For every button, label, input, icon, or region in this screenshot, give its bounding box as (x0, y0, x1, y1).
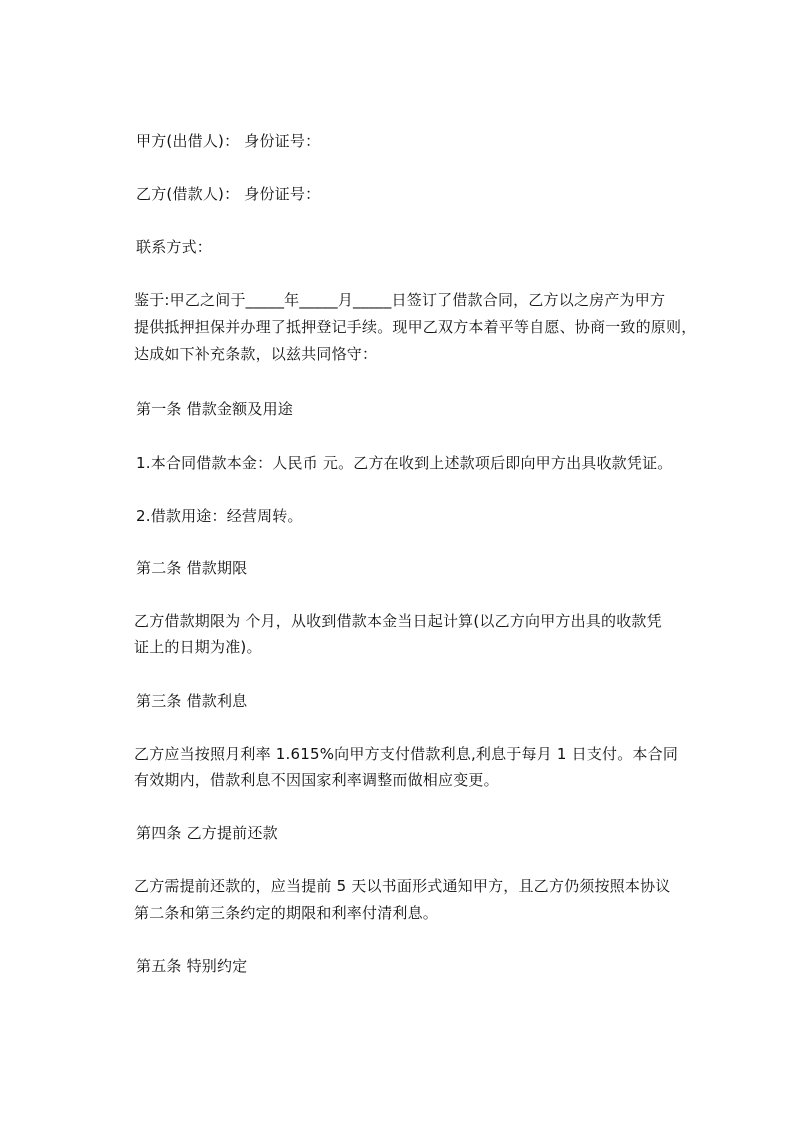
party-b-line: 乙方(借款人)： 身份证号： (136, 185, 321, 203)
article-1-title: 第一条 借款金额及用途 (136, 400, 293, 418)
article-3-text-line-2: 有效期内，借款利息不因国家利率调整而做相应变更。 (134, 771, 499, 789)
article-1-clause-2: 2.借款用途：经营周转。 (136, 507, 303, 525)
party-a-line: 甲方(出借人)： 身份证号： (136, 132, 321, 150)
contact-line: 联系方式： (136, 238, 213, 256)
article-1-clause-1: 1.本合同借款本金：人民币 元。乙方在收到上述款项后即向甲方出具收款凭证。 (136, 454, 673, 472)
article-3-title: 第三条 借款利息 (136, 692, 248, 710)
article-4-text-line-2: 第二条和第三条约定的期限和利率付清利息。 (134, 904, 439, 922)
article-2-text-line-1: 乙方借款期限为 个月，从收到借款本金当日起计算(以乙方向甲方出具的收款凭 (134, 612, 662, 630)
article-5-title: 第五条 特别约定 (136, 957, 248, 975)
article-4-text-line-1: 乙方需提前还款的，应当提前 5 天以书面形式通知甲方，且乙方仍须按照本协议 (134, 877, 671, 895)
preamble-line-3: 达成如下补充条款，以兹共同恪守： (134, 345, 378, 363)
preamble-line-2: 提供抵押担保并办理了抵押登记手续。现甲乙双方本着平等自愿、协商一致的原则， (134, 318, 697, 336)
article-3-text-line-1: 乙方应当按照月利率 1.615%向甲方支付借款利息,利息于每月 1 日支付。本合同 (134, 745, 679, 763)
article-4-title: 第四条 乙方提前还款 (136, 824, 278, 842)
article-2-title: 第二条 借款期限 (136, 559, 248, 577)
preamble-line-1: 鉴于:甲乙之间于_____年_____月_____日签订了借款合同，乙方以之房产为甲方 (134, 291, 666, 309)
article-2-text-line-2: 证上的日期为准)。 (134, 638, 262, 656)
